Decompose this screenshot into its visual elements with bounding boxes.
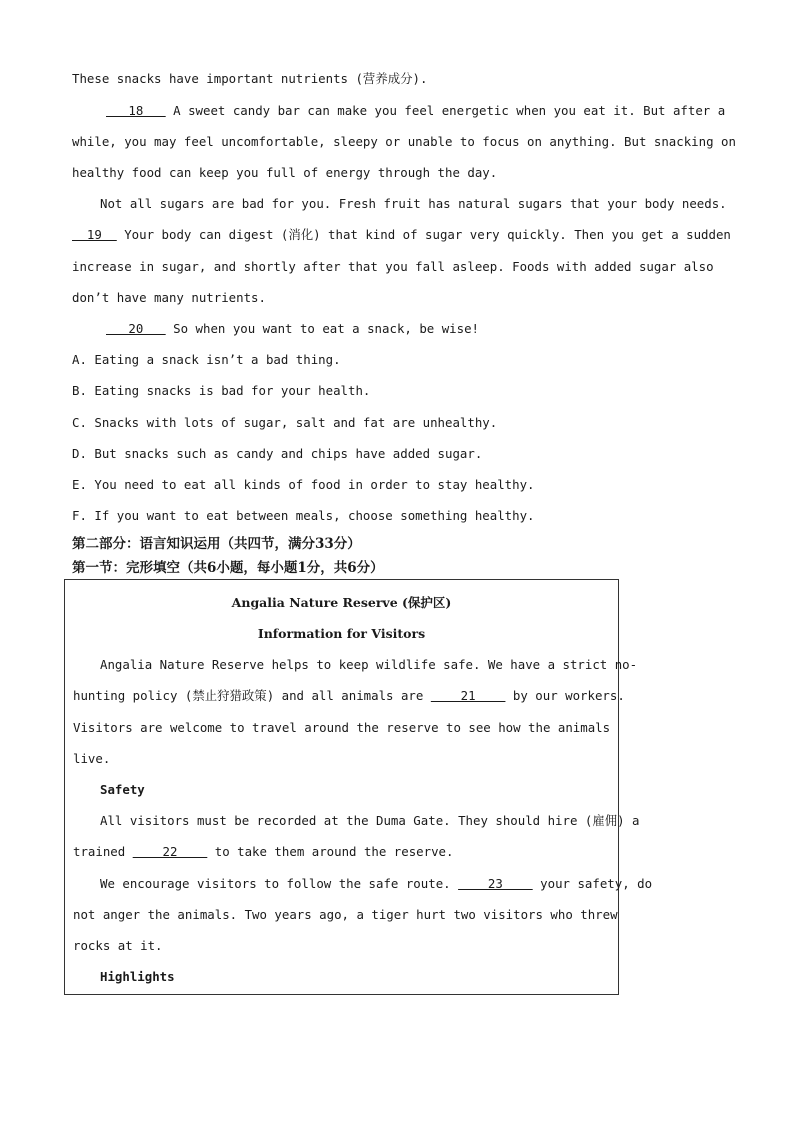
- option-c: C. Snacks with lots of sugar, salt and fat are unhealthy.: [72, 415, 498, 430]
- section-heading-part2: 第二部分：语言知识运用（共四节，满分33分）: [72, 536, 361, 552]
- box-subtitle: Information for Visitors: [257, 626, 426, 641]
- blank-20: 20: [106, 321, 166, 336]
- section-heading-sec1: 第一节：完形填空（共6小题，每小题1分，共6分）: [72, 560, 384, 576]
- info-box: [64, 579, 653, 995]
- highlights-heading: Highlights: [100, 969, 175, 984]
- passage-line: while, you may feel uncomfortable, sleepy or unable to focus on anything. But snacking on: [72, 134, 736, 149]
- blank-23: 23: [458, 876, 533, 891]
- box-line: not anger the animals. Two years ago, a tiger hurt two visitors who threw: [73, 907, 618, 922]
- box-line: rocks at it.: [73, 938, 163, 953]
- option-f: F. If you want to eat between meals, choose something healthy.: [72, 508, 535, 523]
- passage-line: don’t have many nutrients.: [72, 290, 266, 305]
- blank-18: 18: [106, 103, 166, 118]
- box-title: Angalia Nature Reserve (保护区): [231, 595, 452, 610]
- passage-line: These snacks have important nutrients (营养成分).: [72, 71, 428, 86]
- blank-22: 22: [132, 844, 208, 859]
- box-line: Angalia Nature Reserve helps to keep wildlife safe. We have a strict no-: [100, 657, 638, 672]
- passage-line: Not all sugars are bad for you. Fresh fruit has natural sugars that your body needs.: [100, 196, 727, 211]
- passage-line: increase in sugar, and shortly after that you fall asleep. Foods with added sugar also: [72, 259, 714, 274]
- option-b: B. Eating snacks is bad for your health.: [72, 383, 371, 398]
- box-line: Visitors are welcome to travel around the reserve to see how the animals: [73, 720, 611, 735]
- box-line: live.: [73, 751, 111, 766]
- passage-line: 18 A sweet candy bar can make you feel energetic when you eat it. But after a: [106, 103, 726, 118]
- box-line: trained 22 to take them around the reserve.: [73, 844, 454, 859]
- blank-21: 21: [430, 688, 506, 703]
- passage-line: 20 So when you want to eat a snack, be wise!: [106, 321, 479, 336]
- box-line: All visitors must be recorded at the Duma Gate. They should hire (雇佣) a: [100, 813, 640, 828]
- passage-line: healthy food can keep you full of energy through the day.: [72, 165, 498, 180]
- blank-19: 19: [72, 227, 117, 242]
- box-line: hunting policy (禁止狩猎政策) and all animals are 21 by our workers.: [73, 688, 625, 703]
- option-d: D. But snacks such as candy and chips have added sugar.: [72, 446, 483, 461]
- option-a: A. Eating a snack isn’t a bad thing.: [72, 352, 341, 367]
- passage-line: 19 Your body can digest (消化) that kind of sugar very quickly. Then you get a sudden: [72, 227, 731, 242]
- option-e: E. You need to eat all kinds of food in order to stay healthy.: [72, 477, 535, 492]
- box-line: We encourage visitors to follow the safe route. 23 your safety, do: [100, 876, 653, 891]
- safety-heading: Safety: [100, 782, 145, 797]
